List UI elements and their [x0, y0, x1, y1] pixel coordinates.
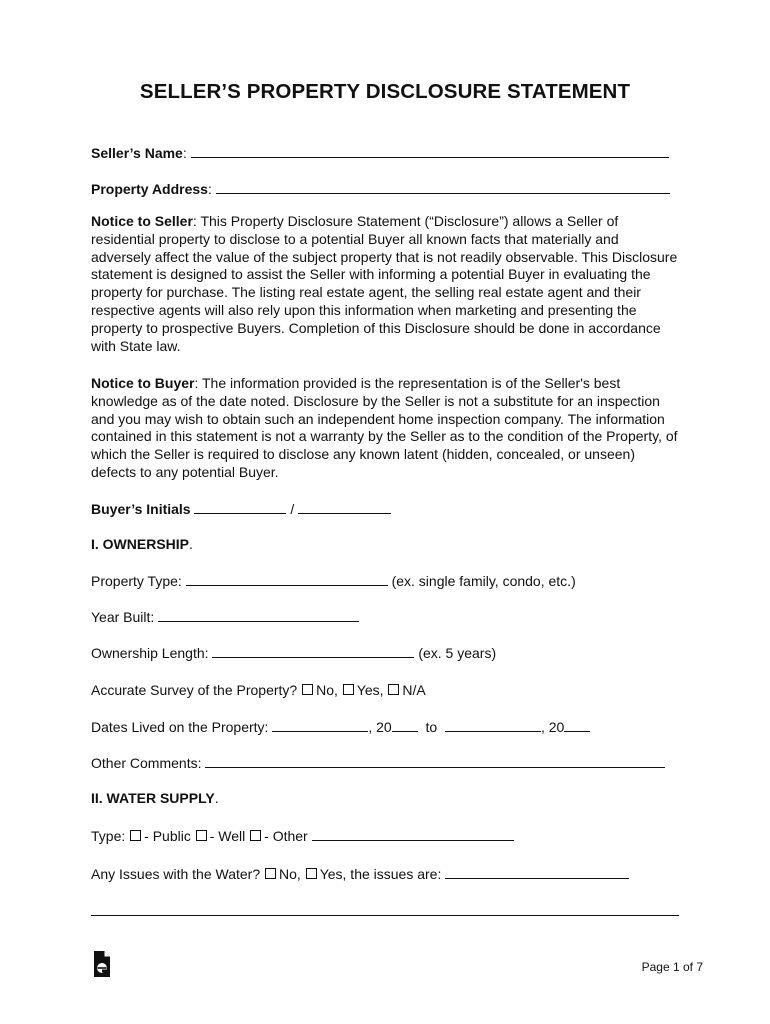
survey-na-label: N/A: [402, 682, 426, 698]
water-type-row: [91, 826, 514, 845]
water-other-field[interactable]: [312, 826, 514, 841]
property-address-label: Property Address: [91, 181, 208, 197]
year-built-field[interactable]: [158, 607, 359, 622]
water-well-checkbox[interactable]: [196, 830, 207, 841]
notice-to-buyer-label: Notice to Buyer: [91, 375, 195, 391]
notice-to-seller: [91, 213, 681, 355]
year-built-label: Year Built:: [91, 609, 155, 625]
continuation-line[interactable]: [91, 915, 679, 916]
ownership-length-field[interactable]: [212, 643, 414, 658]
other-comments-row: [91, 753, 665, 772]
section-water-supply-heading: II. WATER SUPPLY.: [91, 790, 219, 806]
year-built-row: [91, 607, 359, 626]
date-to-year-prefix: , 20: [540, 719, 565, 735]
water-other-checkbox[interactable]: [250, 830, 261, 841]
water-issues-row: [91, 864, 629, 883]
property-address-field[interactable]: [216, 179, 670, 194]
sellers-name-row: Seller’s Name:: [91, 143, 669, 162]
notice-to-seller-text: : This Property Disclosure Statement (“Disclosure”) allows a Seller of residential property to disclose to a potential Buyer all known facts that materially and adversely affect the value of the subject property that is not readily observable. This Disclosure statement is designed to assist the Seller with informing a potential Buyer in evaluating the property for purchase. The listing real estate agent, the selling real estate agent and their respective agents will also rely upon this information when marketing and presenting the property to prospective Buyers. Completion of this Disclosure should be done in accordance with State law.: [91, 213, 678, 354]
date-to-field[interactable]: [445, 717, 541, 732]
survey-yes-checkbox[interactable]: [343, 684, 354, 695]
survey-label: Accurate Survey of the Property?: [91, 682, 298, 698]
dates-lived-row: [91, 717, 590, 736]
survey-na-checkbox[interactable]: [388, 684, 399, 695]
buyers-initials-field-1[interactable]: [194, 499, 286, 514]
water-well-label: - Well: [209, 828, 246, 844]
water-issues-no-label: No,: [279, 866, 301, 882]
survey-row: [91, 681, 426, 699]
sellers-name-label: Seller’s Name: [91, 145, 183, 161]
ownership-heading-text: I. OWNERSHIP: [91, 536, 190, 552]
page-number: Page 1 of 7: [641, 960, 703, 974]
date-from-year-field[interactable]: [392, 717, 418, 732]
water-issues-yes-checkbox[interactable]: [306, 868, 317, 879]
water-public-label: - Public: [144, 828, 191, 844]
ownership-length-hint: (ex. 5 years): [418, 645, 497, 661]
water-public-checkbox[interactable]: [130, 830, 141, 841]
ownership-length-row: [91, 643, 496, 662]
property-type-field[interactable]: [186, 571, 388, 586]
water-issues-yes-label: Yes, the issues are:: [319, 866, 442, 882]
property-address-row: Property Address:: [91, 179, 670, 198]
other-comments-field[interactable]: [205, 753, 665, 768]
document-title: SELLER’S PROPERTY DISCLOSURE STATEMENT: [139, 80, 631, 103]
other-comments-label: Other Comments:: [91, 755, 202, 771]
notice-to-buyer-text: : The information provided is the representation is of the Seller's best knowledge as of the date noted. Disclosure by the Seller is not a substitute for an inspection and you may wish to obtain such an independent home inspection company. The information contained in this statement is not a warranty by the Seller as to the condition of the Property, of which the Seller is required to disclose any known latent (hidden, concealed, or unseen) defects to any potential Buyer.: [91, 375, 678, 480]
water-issues-no-checkbox[interactable]: [265, 868, 276, 879]
section-ownership-heading: I. OWNERSHIP.: [91, 536, 193, 552]
buyers-initials-label: Buyer’s Initials: [91, 501, 191, 517]
water-supply-heading-text: II. WATER SUPPLY: [91, 790, 215, 806]
buyers-initials-row: Buyer’s Initials /: [91, 499, 391, 518]
notice-to-buyer: [91, 375, 681, 482]
date-from-year-prefix: , 20: [368, 719, 392, 735]
date-from-field[interactable]: [272, 717, 368, 732]
buyers-initials-field-2[interactable]: [298, 499, 391, 514]
ownership-length-label: Ownership Length:: [91, 645, 209, 661]
survey-yes-label: Yes,: [356, 682, 384, 698]
sellers-name-field[interactable]: [191, 143, 669, 158]
water-other-label: - Other: [264, 828, 308, 844]
property-type-row: [91, 571, 576, 590]
water-issues-label: Any Issues with the Water?: [91, 866, 261, 882]
notice-to-seller-label: Notice to Seller: [91, 213, 193, 229]
water-type-label: Type:: [91, 828, 126, 844]
eforms-logo-icon: [92, 950, 112, 978]
survey-no-checkbox[interactable]: [302, 684, 313, 695]
property-type-hint: (ex. single family, condo, etc.): [391, 573, 576, 589]
date-to-year-field[interactable]: [564, 717, 590, 732]
dates-lived-label: Dates Lived on the Property:: [91, 719, 269, 735]
dates-to-label: to: [425, 719, 438, 735]
property-type-label: Property Type:: [91, 573, 182, 589]
survey-no-label: No,: [316, 682, 338, 698]
water-issues-field[interactable]: [445, 864, 629, 879]
